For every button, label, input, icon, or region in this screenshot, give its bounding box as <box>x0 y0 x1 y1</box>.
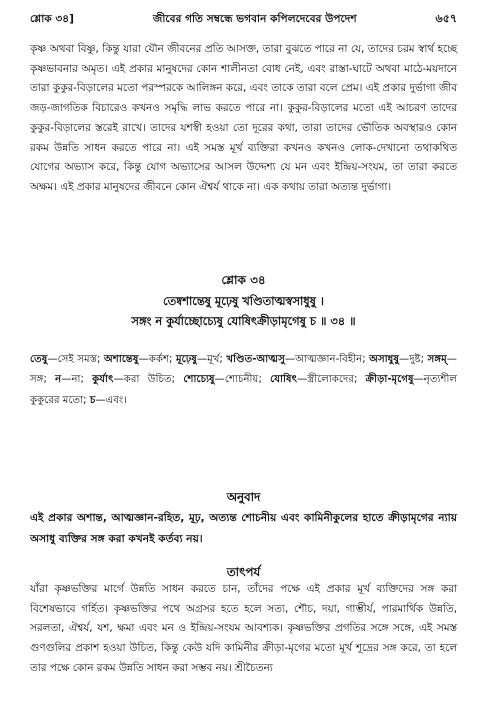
synonym-entry <box>369 354 427 365</box>
page-number: ৬৫৭ <box>435 12 457 25</box>
synonym-term: তেষু <box>30 354 48 365</box>
synonym-term: ন <box>55 374 62 386</box>
synonym-term: কুর্যাৎ <box>92 374 114 386</box>
synonym-entry <box>176 354 226 365</box>
purport-paragraph: যাঁরা কৃষ্ণভক্তির মার্গে উন্নতি সাধন করতে চান, তাঁদের পক্ষে এই প্রকার মূর্খ ব্যক্তিদের সঙ্গ করা বিশেষভাবে গর্হিত। কৃষ্ণভক্তির পথে অগ্রসর হতে হলে সত্য, শৌচ, দয়া, গাম্ভীর্য, পারমার্থিক উন্নতি, সরলতা, ঐশ্বর্য, যশ, ক্ষমা এবং মন ও ইন্দ্রিয়-সংযম আবশ্যক। কৃষ্ণভক্তির প্রগতির সঙ্গে সঙ্গে, এই সমস্ত গুণগুলির প্রকাশ হওয়া উচিত, কিন্তু কেউ যদি কামিনীর ক্রীড়া-মৃগের মতো মূর্খ শূদ্রের সঙ্গ করে, তা হলে তার পক্ষে কোন রকম উন্নতি সাধন করা সম্ভব নয়। শ্রীচৈতন্য <box>30 583 457 674</box>
translation-heading: অনুবাদ <box>226 490 261 504</box>
synonym-meaning: —মূর্খ; <box>196 354 227 365</box>
synonym-meaning: —সঙ্গ; <box>30 354 457 386</box>
synonym-meaning: —দুষ্ট; <box>399 354 428 365</box>
verse-text <box>30 291 457 331</box>
synonym-term: যোষিৎ <box>270 374 298 386</box>
intro-paragraph: কৃষ্ণ অথবা বিষ্ণু, কিন্তু যারা যৌন জীবনের প্রতি আসক্ত, তারা বুঝতে পারে না যে, তাদের চরম স্বার্থ হচ্ছে কৃষ্ণভাবনার অমৃত। এই প্রকার মানুষদের কোন শালীনতা বোধ নেই, এবং রাস্তা-ঘাটে অথবা মাঠে-ময়দানে তারা কুকুর-বিড়ালের মতো পরস্পরকে আলিঙ্গন করে, এবং তাকে তারা বলে প্রেম। এই প্রকার দুর্ভাগা জীব জড়-জাগতিক বিচারেও কখনও সমৃদ্ধি লাভ করতে পারে না। কুকুর-বিড়ালের মতো এই আচরণ তাদের কুকুর-বিড়ালের স্তরেই রাখে। তাদের যশস্বী হওয়া তো দূরের কথা, তারা তাদের ভৌতিক অবস্থারও কোন রকম উন্নতি সাধন করতে পারে না। এই সমস্ত মূর্খ ব্যক্তিরা কখনও কখনও লোক-দেখানো তথাকথিত যোগের অভ্যাস করে, কিন্তু যোগ অভ্যাসের আসল উদ্দেশ্য যে মন এবং ইন্দ্রিয়-সংযম, তা তারা করতে অক্ষম। এই প্রকার মানুষদের জীবনে কোন ঐশ্বর্য থাকে না। এক কথায় তারা অত্যন্ত দুর্ভাগা। <box>30 43 457 193</box>
synonym-term: মূঢ়েষু <box>175 354 197 365</box>
verse-reference: শ্লোক ৩৪] <box>30 13 74 25</box>
verse-line: সঙ্গং ন কুর্যাচ্ছোচ্যেষু যোষিৎক্রীড়ামৃগেষু চ ॥ ৩৪ ॥ <box>131 314 356 328</box>
synonym-meaning: —সেই সমস্ত; <box>47 354 104 365</box>
synonym-term: শোচ্যেষু <box>183 374 215 386</box>
verse-line: তেষ্বশান্তেষু মূঢ়েষু খণ্ডিতাত্মস্বসাধুষু । <box>163 294 324 308</box>
synonyms <box>30 350 457 411</box>
synonym-entry <box>270 374 366 385</box>
synonym-term: সঙ্গম্ <box>427 354 447 365</box>
synonym-entry <box>226 354 369 365</box>
synonym-meaning: —কর্কশ; <box>138 354 176 365</box>
synonym-meaning: —এবং। <box>95 394 127 406</box>
synonym-entry <box>92 374 183 385</box>
synonym-term: অসাধুষু <box>369 354 400 365</box>
synonym-entry <box>90 395 127 406</box>
synonym-term: অশান্তেষু <box>103 354 139 365</box>
synonym-entry <box>183 374 270 385</box>
chapter-title: জীবের গতি সম্বন্ধে ভগবান কপিলদেবের উপদেশ <box>152 13 357 25</box>
synonym-term: চ <box>89 394 96 406</box>
page-header <box>30 10 457 29</box>
synonym-meaning: —আত্মজ্ঞান-বিহীন; <box>284 354 370 365</box>
verse-title: শ্লোক ৩৪ <box>221 273 266 287</box>
synonym-meaning: —শোচনীয়; <box>214 374 271 386</box>
synonym-meaning: —না; <box>61 374 93 386</box>
synonym-meaning: —করা উচিত; <box>113 374 184 386</box>
synonym-entry <box>55 374 92 385</box>
synonym-meaning: —নৃত্যশীল কুকুরের মতো; <box>30 374 457 406</box>
synonym-term: খণ্ডিত-আত্মসু <box>226 354 285 365</box>
translation-text: এই প্রকার অশান্ত, আত্মজ্ঞান-রহিত, মূঢ়, অত্যন্ত শোচনীয় এবং কামিনীকুলের হাতে ক্রীড়ামৃগের ন্যায় অসাধু ব্যক্তির সঙ্গ করা কখনই কর্তব্য নয়। <box>30 512 457 545</box>
synonym-entry <box>104 354 176 365</box>
synonym-entry <box>30 354 104 365</box>
purport-heading: তাৎপর্য <box>226 565 261 579</box>
synonym-term: ক্রীড়া-মৃগেষু <box>365 374 414 386</box>
synonym-meaning: —স্ত্রীলোকদের; <box>297 374 366 386</box>
